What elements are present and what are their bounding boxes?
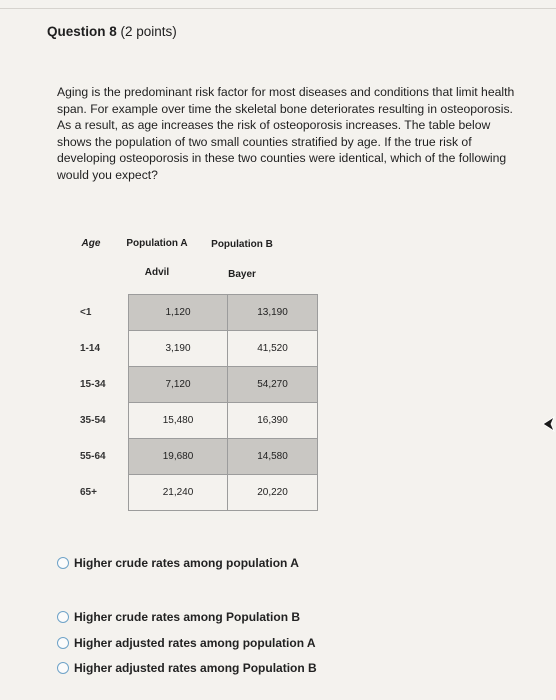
table-row xyxy=(63,403,318,439)
table-row xyxy=(63,331,318,367)
radio-button[interactable] xyxy=(57,662,69,674)
population-a-header: Population A xyxy=(126,238,188,249)
option-label: Higher adjusted rates among Population B xyxy=(74,661,317,675)
age-cell: 55-64 xyxy=(63,439,129,475)
table-row xyxy=(63,439,318,475)
population-b-cell: 41,520 xyxy=(228,331,318,367)
option-adjusted-b[interactable] xyxy=(57,661,317,675)
population-a-cell: 1,120 xyxy=(129,295,228,331)
option-crude-b[interactable] xyxy=(57,610,300,624)
population-a-cell: 19,680 xyxy=(129,439,228,475)
radio-button[interactable] xyxy=(57,637,69,649)
age-header: Age xyxy=(81,238,101,249)
top-divider xyxy=(0,8,556,9)
county-b-header: Bayer xyxy=(228,269,256,280)
question-number: Question 8 xyxy=(47,24,117,39)
age-cell: <1 xyxy=(63,295,129,331)
county-a-header: Advil xyxy=(144,267,170,278)
question-prompt: Aging is the predominant risk factor for most diseases and conditions that limit health span. For example over time the skeletal bone deteriorates resulting in osteoporosis. As a result, as age increases the risk of osteoporosis increases. The table below shows the population of two small counties stratified by age. If the true risk of developing osteoporosis in these two counties were identical, which of the following would you expect? xyxy=(57,85,515,182)
population-b-header: Population B xyxy=(211,239,273,250)
population-b-cell: 14,580 xyxy=(228,439,318,475)
age-cell: 65+ xyxy=(63,475,129,511)
population-b-cell: 20,220 xyxy=(228,475,318,511)
population-b-cell: 13,190 xyxy=(228,295,318,331)
option-crude-a[interactable] xyxy=(57,556,299,570)
population-b-cell: 54,270 xyxy=(228,367,318,403)
option-label: Higher crude rates among population A xyxy=(74,556,299,570)
table-row xyxy=(63,475,318,511)
population-a-cell: 21,240 xyxy=(129,475,228,511)
question-title xyxy=(47,24,177,39)
population-b-cell: 16,390 xyxy=(228,403,318,439)
population-a-cell: 15,480 xyxy=(129,403,228,439)
table-row xyxy=(63,367,318,403)
age-cell: 1-14 xyxy=(63,331,129,367)
option-label: Higher crude rates among Population B xyxy=(74,610,301,624)
radio-button[interactable] xyxy=(57,611,69,623)
radio-button[interactable] xyxy=(57,557,69,569)
age-cell: 35-54 xyxy=(63,403,129,439)
age-cell: 15-34 xyxy=(63,367,129,403)
mouse-cursor-icon xyxy=(542,416,556,432)
option-adjusted-a[interactable] xyxy=(57,636,316,650)
table-row xyxy=(63,295,318,331)
question-points: (2 points) xyxy=(120,24,177,39)
population-a-cell: 7,120 xyxy=(129,367,228,403)
population-a-cell: 3,190 xyxy=(129,331,228,367)
population-table xyxy=(63,294,318,511)
option-label: Higher adjusted rates among population A xyxy=(74,636,316,650)
